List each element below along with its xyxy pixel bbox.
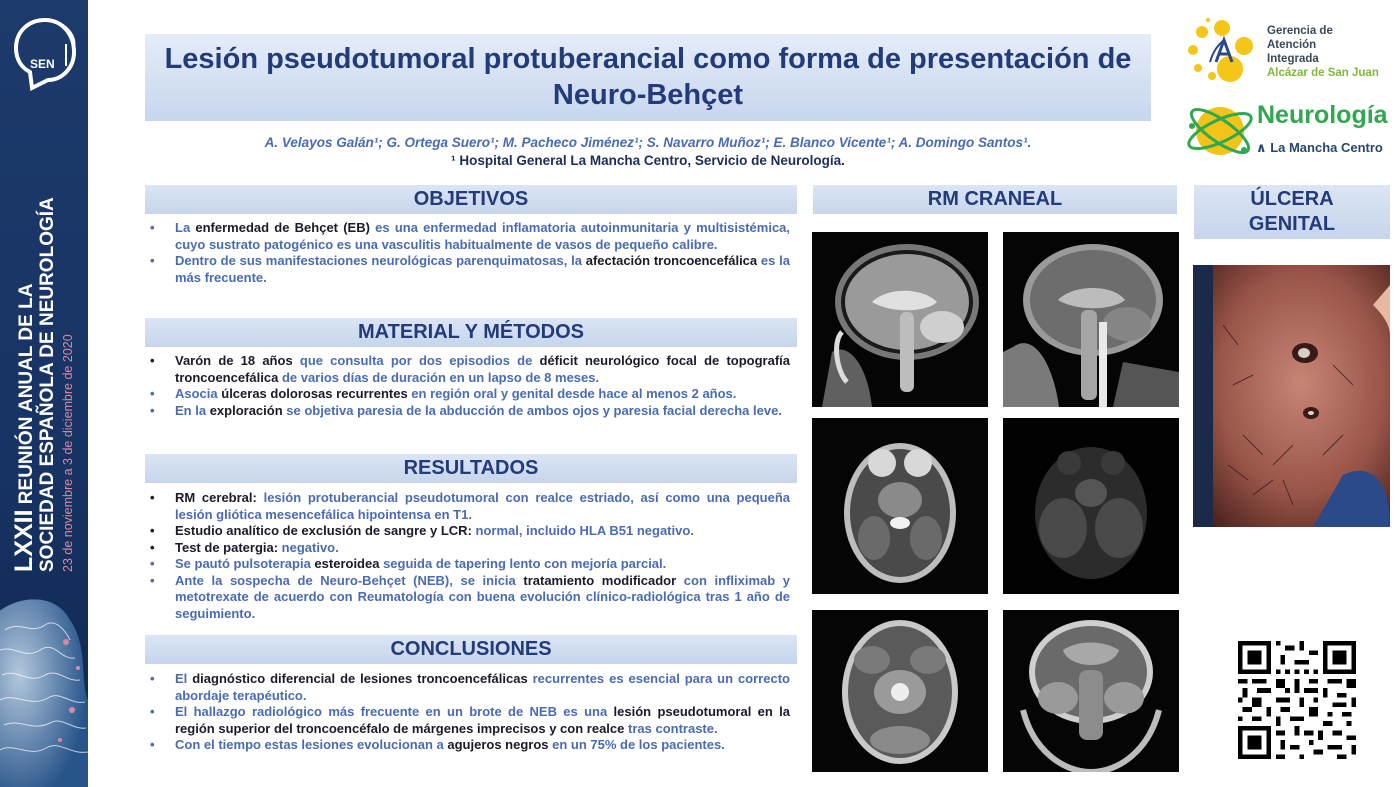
bullet-text-run: esteroidea — [314, 556, 380, 571]
bullet-text-run: lesión protuberancial pseudotumoral con realce estriado, así como una pequeña lesión gliótica mesencefálica hipointensa en T1. — [175, 490, 790, 522]
objetivos-list — [150, 220, 790, 286]
bullet-text-run: en región oral y genital desde hace al menos 2 años. — [407, 386, 737, 401]
mri-axial-t2-pons — [812, 418, 988, 594]
bullet-text-run: Test de patergia: — [175, 539, 279, 555]
bullet-item — [150, 704, 790, 737]
conclusiones-list — [150, 671, 790, 754]
mri-axial-swi — [1003, 418, 1179, 594]
bullet-item — [150, 556, 790, 573]
bullet-text-run: Con el tiempo estas lesiones evolucionan a — [175, 737, 448, 752]
bullet-text-run: Ante la sospecha de Neuro-Behçet (NEB), se inicia — [175, 572, 524, 588]
mri-sagittal-t1 — [812, 232, 988, 407]
neurologia-subtitle-text: La Mancha Centro — [1270, 140, 1383, 155]
qr-code[interactable] — [1238, 641, 1356, 759]
bullet-text-run: en un 75% de los pacientes. — [548, 737, 725, 752]
ulcera-title-line1: ÚLCERA — [1250, 188, 1334, 210]
bullet-text-run: lesión pseudotumoral en la región superior del troncoencéfalo de márgenes imprecisos y con realce — [175, 704, 790, 736]
meeting-line1: REUNIÓN ANUAL DE LA — [16, 283, 37, 505]
poster-title: Lesión pseudotumoral protuberancial como forma de presentación de Neuro-Behçet — [164, 43, 1132, 111]
objetivos-header: OBJETIVOS — [145, 185, 797, 214]
bullet-text-run: El hallazgo radiológico más frecuente en un brote de NEB es una — [175, 704, 614, 719]
bullet-text-run: con infliximab y metotrexate de acuerdo con Reumatología con buena evolución clínico-radiológica tras 1 año de seguimiento. — [175, 572, 791, 621]
bullet-text-run: Estudio analítico de exclusión de sangre y LCR: — [175, 523, 472, 538]
affiliation: ¹ Hospital General La Mancha Centro, Servicio de Neurología. — [451, 153, 845, 168]
rm-header: RM CRANEAL — [813, 185, 1177, 214]
bullet-text-run: En la — [175, 402, 210, 418]
sen-logo-text: SEN — [30, 57, 55, 71]
bullet-text-run: negativo. — [278, 539, 339, 555]
conference-sidebar — [0, 0, 88, 787]
gai-line2: Atención — [1267, 39, 1317, 51]
bullet-text-run: enfermedad de Behçet (EB) — [195, 220, 370, 235]
bullet-item — [150, 573, 790, 623]
gai-line1: Gerencia de — [1267, 25, 1333, 37]
bullet-text-run: Asocia — [175, 386, 222, 401]
gai-location: Alcázar de San Juan — [1267, 67, 1379, 79]
resultados-header: RESULTADOS — [145, 454, 797, 483]
bullet-text-run: seguida de tapering lento con mejoría parcial. — [379, 556, 667, 571]
bullet-text-run: diagnóstico diferencial de lesiones troncoencefálicas — [192, 671, 528, 686]
bullet-text-run: se objetiva paresia de la abducción de ambos ojos y paresia facial derecha leve. — [282, 402, 782, 418]
mri-sagittal-t2 — [1003, 232, 1179, 407]
bullet-text-run: El — [175, 671, 193, 686]
material-header: MATERIAL Y MÉTODOS — [145, 318, 797, 347]
bullet-item — [150, 253, 790, 286]
neurologia-subtitle — [1256, 140, 1383, 156]
bullet-text-run: tras contraste. — [624, 720, 718, 736]
gai-sun-logo — [1186, 18, 1258, 84]
mri-coronal-t2 — [1003, 610, 1179, 772]
genital-ulcer-photo — [1193, 265, 1390, 527]
bullet-text-run: RM cerebral: — [175, 490, 257, 505]
conclusiones-header: CONCLUSIONES — [145, 635, 797, 664]
bullet-text-run: agujeros negros — [447, 737, 549, 752]
authors: A. Velayos Galán¹; G. Ortega Suero¹; M. Pacheco Jiménez¹; S. Navarro Muñoz¹; E. Blanco Vicente¹; A. Domingo Santos¹. — [264, 135, 1032, 150]
meeting-dates: 23 de noviembre a 3 de diciembre de 2020 — [61, 334, 75, 572]
bullet-text-run: tratamiento modificador — [523, 572, 677, 588]
bullet-text-run: Dentro de sus manifestaciones neurológicas parenquimatosas, la — [175, 253, 586, 268]
bullet-item — [150, 403, 790, 420]
bullet-item — [150, 737, 790, 754]
bullet-text-run: recurrentes es esencial para un correcto abordaje terapéutico. — [175, 671, 790, 703]
bullet-text-run: normal, incluido HLA B51 negativo. — [471, 523, 694, 538]
bullet-text-run: que consulta por dos episodios de — [292, 353, 540, 368]
bullet-item — [150, 386, 790, 403]
resultados-list — [150, 490, 790, 622]
bullet-item — [150, 523, 790, 540]
bullet-item — [150, 490, 790, 523]
gai-line3: Integrada — [1267, 53, 1319, 65]
meeting-line2: SOCIEDAD ESPAÑOLA DE NEUROLOGÍA — [37, 197, 58, 572]
bullet-item — [150, 220, 790, 253]
meeting-banner — [10, 192, 76, 572]
bullet-item — [150, 671, 790, 704]
meeting-number: LXXII — [10, 509, 38, 572]
bullet-text-run: La — [175, 220, 196, 235]
bullet-text-run: Se pautó pulsoterapia — [175, 556, 315, 571]
bullet-item — [150, 540, 790, 557]
mri-axial-t2-flair — [812, 610, 988, 772]
mancha-a-icon: ∧ — [1256, 140, 1267, 155]
ulcera-title-line2: GENITAL — [1248, 213, 1336, 235]
title-banner — [145, 34, 1151, 121]
gai-logo-text — [1267, 24, 1379, 80]
bullet-text-run: Varón de 18 años — [175, 353, 293, 368]
ulcera-header — [1194, 185, 1390, 239]
bullet-text-run: exploración — [209, 402, 283, 418]
bullet-text-run: es una enfermedad inflamatoria autoinmunitaria y multisistémica, cuyo sustrato patogénico es una vasculitis habitualmente de vasos de pequeño calibre. — [175, 220, 791, 252]
bullet-item — [150, 353, 790, 386]
brain-illustration — [0, 590, 88, 787]
neurologia-title: Neurología — [1257, 101, 1388, 129]
bullet-text-run: úlceras dolorosas recurrentes — [221, 386, 408, 401]
bullet-text-run: es la más frecuente. — [175, 253, 790, 285]
bullet-text-run: déficit neurológico focal de topografía troncoencefálica — [175, 353, 791, 385]
bullet-text-run: de varios días de duración en un lapso de 8 meses. — [278, 369, 600, 385]
material-list — [150, 353, 790, 419]
neurologia-atom-logo — [1184, 100, 1254, 162]
bullet-text-run: afectación troncoencefálica — [585, 253, 758, 268]
